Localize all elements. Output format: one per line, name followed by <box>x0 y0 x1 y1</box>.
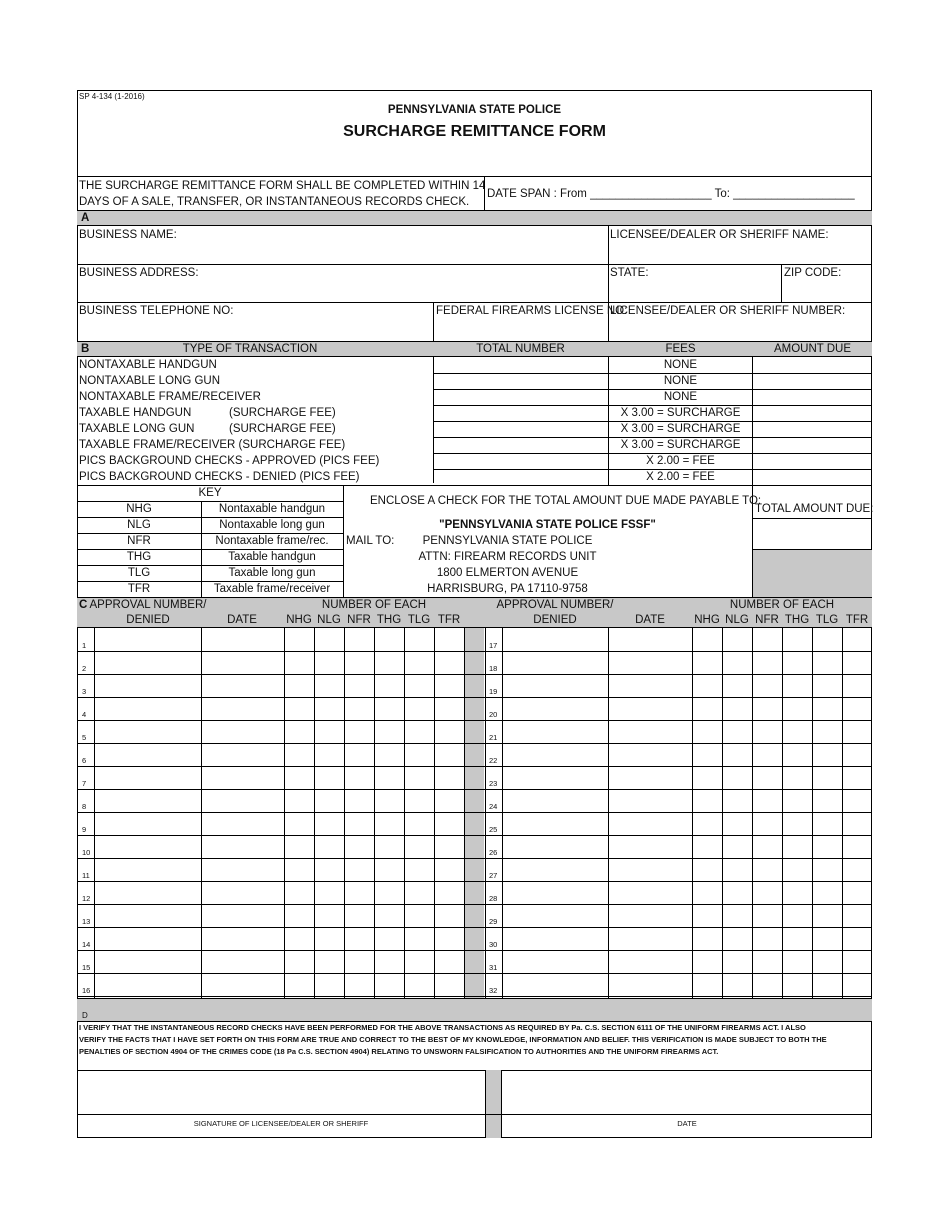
approval-number-cell[interactable] <box>503 882 607 903</box>
date-cell[interactable] <box>609 767 691 788</box>
date-cell[interactable] <box>202 767 283 788</box>
amount-due-cell[interactable] <box>753 374 871 388</box>
approval-number-cell[interactable] <box>95 813 200 834</box>
total-number-cell[interactable] <box>434 470 607 484</box>
date-cell[interactable] <box>202 928 283 949</box>
transaction-fee: X 3.00 = SURCHARGE <box>620 423 741 435</box>
approval-number-cell[interactable] <box>503 675 607 696</box>
approval-number-cell[interactable] <box>95 882 200 903</box>
row-number: 26 <box>489 848 498 857</box>
instruction-line-1: THE SURCHARGE REMITTANCE FORM SHALL BE COMPLETED WITHIN 14 <box>79 180 486 192</box>
transaction-fee: X 2.00 = FEE <box>646 455 715 467</box>
row-number: 5 <box>82 733 87 742</box>
left-code-header-tlg: TLG <box>407 614 431 626</box>
zip-code-field[interactable]: ZIP CODE: <box>784 267 842 279</box>
left-code-header-nlg: NLG <box>317 614 341 626</box>
date-cell[interactable] <box>202 951 283 972</box>
right-date-header: DATE <box>635 614 665 626</box>
approval-number-cell[interactable] <box>503 859 607 880</box>
amount-due-cell[interactable] <box>753 422 871 436</box>
date-cell[interactable] <box>609 721 691 742</box>
date-cell[interactable] <box>202 790 283 811</box>
approval-number-cell[interactable] <box>95 698 200 719</box>
amount-due-cell[interactable] <box>753 438 871 452</box>
date-cell[interactable] <box>609 813 691 834</box>
verify-line-1: I VERIFY THAT THE INSTANTANEOUS RECORD CHECKS HAVE BEEN PERFORMED FOR THE ABOVE TRANSACTIONS AS REQUIRED BY Pa. C.S. SECTION 6111 OF THE UNIFORM FIREARMS ACT. I ALSO <box>79 1023 806 1032</box>
date-label: DATE <box>677 1119 697 1128</box>
approval-number-cell[interactable] <box>95 744 200 765</box>
row-number: 1 <box>82 641 87 650</box>
amount-due-cell[interactable] <box>753 406 871 420</box>
key-code: NLG <box>127 519 151 531</box>
total-number-cell[interactable] <box>434 454 607 468</box>
row-number: 22 <box>489 756 498 765</box>
left-number-of-each-header: NUMBER OF EACH <box>321 599 427 611</box>
row-number: 4 <box>82 710 87 719</box>
amount-due-cell[interactable] <box>753 390 871 404</box>
row-number: 23 <box>489 779 498 788</box>
right-code-header-nhg: NHG <box>694 614 720 626</box>
row-number: 9 <box>82 825 87 834</box>
approval-number-cell[interactable] <box>95 767 200 788</box>
signature-separator <box>485 1070 502 1138</box>
total-number-cell[interactable] <box>434 390 607 404</box>
approval-number-cell[interactable] <box>95 859 200 880</box>
right-code-header-tlg: TLG <box>815 614 839 626</box>
approval-number-cell[interactable] <box>95 836 200 857</box>
row-number: 24 <box>489 802 498 811</box>
section-a-bar <box>77 210 872 226</box>
row-number: 20 <box>489 710 498 719</box>
approval-number-cell[interactable] <box>503 813 607 834</box>
section-a-label: A <box>81 212 90 224</box>
row-number: 17 <box>489 641 498 650</box>
total-number-cell[interactable] <box>434 406 607 420</box>
date-cell[interactable] <box>202 721 283 742</box>
approval-number-cell[interactable] <box>503 836 607 857</box>
row-number: 29 <box>489 917 498 926</box>
date-cell[interactable] <box>202 629 283 650</box>
row-number: 25 <box>489 825 498 834</box>
transaction-note: (SURCHARGE FEE) <box>229 407 336 419</box>
grid-separator <box>465 628 484 998</box>
total-amount-due-label: TOTAL AMOUNT DUE: <box>755 503 874 515</box>
transaction-type: TAXABLE FRAME/RECEIVER (SURCHARGE FEE) <box>79 439 346 451</box>
payee-name: "PENNSYLVANIA STATE POLICE FSSF" <box>439 519 656 531</box>
enclose-check-text: ENCLOSE A CHECK FOR THE TOTAL AMOUNT DUE MADE PAYABLE TO: <box>370 495 762 507</box>
total-number-cell[interactable] <box>434 358 607 372</box>
agency-name: PENNSYLVANIA STATE POLICE <box>387 104 562 116</box>
row-number: 14 <box>82 940 91 949</box>
approval-number-cell[interactable] <box>503 951 607 972</box>
right-number-of-each-header: NUMBER OF EACH <box>729 599 835 611</box>
col-type-of-transaction: TYPE OF TRANSACTION <box>182 343 318 355</box>
transaction-type: PICS BACKGROUND CHECKS - DENIED (PICS FEE) <box>79 471 360 483</box>
row-number: 13 <box>82 917 91 926</box>
address-line-3: 1800 ELMERTON AVENUE <box>436 567 579 579</box>
section-d-label: D <box>82 1011 88 1020</box>
row-number: 19 <box>489 687 498 696</box>
date-span-field[interactable]: DATE SPAN : From ___________________ To: ___________________ <box>487 188 855 200</box>
total-amount-due-field[interactable] <box>753 519 872 548</box>
transaction-type: NONTAXABLE FRAME/RECEIVER <box>79 391 261 403</box>
approval-number-cell[interactable] <box>95 974 200 995</box>
approval-number-cell[interactable] <box>503 790 607 811</box>
approval-number-cell[interactable] <box>95 790 200 811</box>
key-code: THG <box>126 551 152 563</box>
col-fees: FEES <box>665 343 696 355</box>
approval-number-cell[interactable] <box>503 698 607 719</box>
row-number: 27 <box>489 871 498 880</box>
col-total-number: TOTAL NUMBER <box>476 343 565 355</box>
right-code-header-nfr: NFR <box>755 614 779 626</box>
ffl-number-field[interactable]: FEDERAL FIREARMS LICENSE NO: <box>436 305 628 317</box>
approval-number-cell[interactable] <box>503 974 607 995</box>
left-approval-header: APPROVAL NUMBER/ <box>89 599 207 611</box>
transaction-type: NONTAXABLE HANDGUN <box>79 359 217 371</box>
key-code: TFR <box>127 583 151 595</box>
business-name-field[interactable]: BUSINESS NAME: <box>79 229 177 241</box>
total-shaded-area <box>753 549 872 597</box>
date-cell[interactable] <box>609 928 691 949</box>
verify-line-2: VERIFY THE FACTS THAT I HAVE SET FORTH ON THIS FORM ARE TRUE AND CORRECT TO THE BEST OF MY KNOWLEDGE, INFORMATION AND BELIEF. THIS VERIFICATION IS MADE SUBJECT TO BOTH THE <box>79 1035 827 1044</box>
key-code: NHG <box>126 503 152 515</box>
date-cell[interactable] <box>202 905 283 926</box>
approval-number-cell[interactable] <box>503 721 607 742</box>
date-cell[interactable] <box>202 698 283 719</box>
key-code: NFR <box>127 535 151 547</box>
key-description: Taxable frame/receiver <box>213 583 331 595</box>
date-cell[interactable] <box>609 629 691 650</box>
row-number: 2 <box>82 664 87 673</box>
key-description: Taxable long gun <box>228 567 316 579</box>
date-cell[interactable] <box>202 859 283 880</box>
transaction-type: TAXABLE HANDGUN <box>79 407 192 419</box>
key-description: Nontaxable frame/rec. <box>215 535 329 547</box>
transaction-fee: NONE <box>663 391 698 403</box>
date-cell[interactable] <box>202 744 283 765</box>
transaction-fee: X 2.00 = FEE <box>646 471 715 483</box>
date-cell[interactable] <box>609 859 691 880</box>
date-cell[interactable] <box>202 652 283 673</box>
row-number: 3 <box>82 687 87 696</box>
instruction-line-2: DAYS OF A SALE, TRANSFER, OR INSTANTANEOUS RECORDS CHECK. <box>79 196 470 208</box>
approval-number-cell[interactable] <box>503 652 607 673</box>
verify-line-3: PENALTIES OF SECTION 4904 OF THE CRIMES CODE (18 Pa C.S. SECTION 4904) RELATING TO UNSWORN FALSIFICATION TO AUTHORITIES AND THE UNIFORM FIREARMS ACT. <box>79 1047 719 1056</box>
approval-number-cell[interactable] <box>95 675 200 696</box>
address-line-1: PENNSYLVANIA STATE POLICE <box>422 535 593 547</box>
date-cell[interactable] <box>202 813 283 834</box>
signature-field[interactable] <box>78 1071 485 1114</box>
date-cell[interactable] <box>202 836 283 857</box>
date-cell[interactable] <box>609 744 691 765</box>
date-cell[interactable] <box>609 836 691 857</box>
row-number: 6 <box>82 756 87 765</box>
left-date-header: DATE <box>227 614 257 626</box>
page-title: SURCHARGE REMITTANCE FORM <box>343 123 606 140</box>
mail-to-label: MAIL TO: <box>346 535 395 547</box>
state-field[interactable]: STATE: <box>610 267 649 279</box>
date-cell[interactable] <box>202 974 283 995</box>
approval-number-cell[interactable] <box>95 951 200 972</box>
total-number-cell[interactable] <box>434 422 607 436</box>
key-description: Taxable handgun <box>228 551 316 563</box>
row-number: 16 <box>82 986 91 995</box>
left-code-header-nhg: NHG <box>286 614 312 626</box>
transaction-fee: X 3.00 = SURCHARGE <box>620 407 741 419</box>
right-approval-header: APPROVAL NUMBER/ <box>496 599 614 611</box>
approval-number-cell[interactable] <box>95 928 200 949</box>
transaction-fee: X 3.00 = SURCHARGE <box>620 439 741 451</box>
date-cell[interactable] <box>609 790 691 811</box>
date-cell[interactable] <box>609 974 691 995</box>
date-cell[interactable] <box>202 675 283 696</box>
telephone-field[interactable]: BUSINESS TELEPHONE NO: <box>79 305 234 317</box>
address-line-2: ATTN: FIREARM RECORDS UNIT <box>418 551 597 563</box>
key-description: Nontaxable long gun <box>219 519 325 531</box>
left-code-header-tfr: TFR <box>437 614 461 626</box>
transaction-fee: NONE <box>663 375 698 387</box>
date-cell[interactable] <box>609 652 691 673</box>
date-cell[interactable] <box>609 698 691 719</box>
date-cell[interactable] <box>202 882 283 903</box>
right-code-header-nlg: NLG <box>725 614 749 626</box>
amount-due-cell[interactable] <box>753 470 871 484</box>
row-number: 18 <box>489 664 498 673</box>
address-line-4: HARRISBURG, PA 17110-9758 <box>427 583 588 595</box>
section-b-label: B <box>81 343 90 355</box>
row-number: 21 <box>489 733 498 742</box>
left-code-header-thg: THG <box>376 614 402 626</box>
business-address-field[interactable]: BUSINESS ADDRESS: <box>79 267 199 279</box>
row-number: 12 <box>82 894 91 903</box>
transaction-type: TAXABLE LONG GUN <box>79 423 195 435</box>
date-cell[interactable] <box>609 951 691 972</box>
key-title: KEY <box>198 487 222 499</box>
signature-label: SIGNATURE OF LICENSEE/DEALER OR SHERIFF <box>193 1119 369 1128</box>
amount-due-cell[interactable] <box>753 454 871 468</box>
transaction-note: (SURCHARGE FEE) <box>229 423 336 435</box>
row-number: 32 <box>489 986 498 995</box>
total-number-cell[interactable] <box>434 374 607 388</box>
row-number: 15 <box>82 963 91 972</box>
approval-number-cell[interactable] <box>95 721 200 742</box>
approval-number-cell[interactable] <box>503 767 607 788</box>
row-number: 28 <box>489 894 498 903</box>
key-code: TLG <box>127 567 151 579</box>
licensee-number-field[interactable]: LICENSEE/DEALER OR SHERIFF NUMBER: <box>610 305 846 317</box>
approval-number-cell[interactable] <box>95 629 200 650</box>
form-id: SP 4-134 (1-2016) <box>79 92 145 101</box>
date-cell[interactable] <box>609 882 691 903</box>
approval-number-cell[interactable] <box>503 905 607 926</box>
signature-date-field[interactable] <box>503 1071 871 1114</box>
row-number: 10 <box>82 848 91 857</box>
key-description: Nontaxable handgun <box>218 503 326 515</box>
row-number: 8 <box>82 802 87 811</box>
col-amount-due: AMOUNT DUE <box>773 343 852 355</box>
approval-number-cell[interactable] <box>503 744 607 765</box>
licensee-name-field[interactable]: LICENSEE/DEALER OR SHERIFF NAME: <box>610 229 829 241</box>
approval-number-cell[interactable] <box>95 905 200 926</box>
right-code-header-tfr: TFR <box>845 614 869 626</box>
section-d-bar <box>77 998 872 1022</box>
right-denied-header: DENIED <box>533 614 577 626</box>
approval-number-cell[interactable] <box>95 652 200 673</box>
row-number: 31 <box>489 963 498 972</box>
right-code-header-thg: THG <box>784 614 810 626</box>
approval-number-cell[interactable] <box>503 928 607 949</box>
left-code-header-nfr: NFR <box>347 614 371 626</box>
row-number: 30 <box>489 940 498 949</box>
row-number: 11 <box>82 871 90 880</box>
transaction-fee: NONE <box>663 359 698 371</box>
approval-number-cell[interactable] <box>503 629 607 650</box>
transaction-type: PICS BACKGROUND CHECKS - APPROVED (PICS FEE) <box>79 455 380 467</box>
total-number-cell[interactable] <box>434 438 607 452</box>
date-cell[interactable] <box>609 905 691 926</box>
section-c-label: C <box>79 599 88 611</box>
amount-due-cell[interactable] <box>753 358 871 372</box>
transaction-type: NONTAXABLE LONG GUN <box>79 375 221 387</box>
date-cell[interactable] <box>609 675 691 696</box>
left-denied-header: DENIED <box>126 614 170 626</box>
row-number: 7 <box>82 779 87 788</box>
